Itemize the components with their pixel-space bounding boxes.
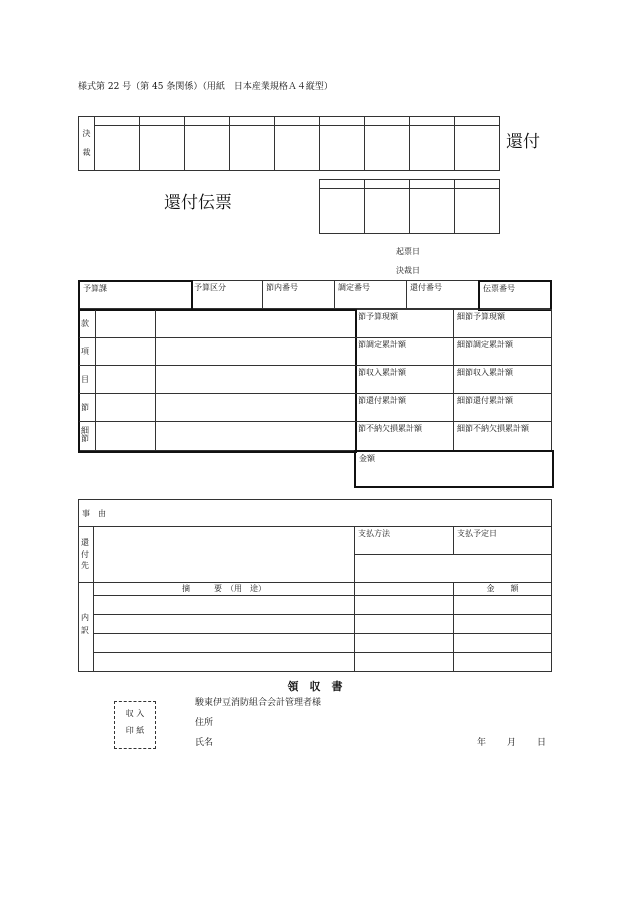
refund-number-label: 還付番号 [410,283,442,292]
subsection-deficit-total-label: 細節不納欠損累計額 [457,424,529,433]
day-label: 日 [537,738,547,748]
payee-label: 還 付 先 [81,538,89,571]
account-code-block [78,309,357,453]
slip-number-label: 伝票番号 [483,284,515,293]
kou-label: 項 [81,347,89,356]
approval-cell[interactable] [140,126,185,171]
payment-method-label: 支払方法 [358,529,390,538]
approval-cell[interactable] [320,189,365,234]
amount-label: 金額 [359,454,375,463]
decision-date-label: 決裁日 [396,266,420,275]
amount-box[interactable] [354,450,554,488]
slip-title: 還付伝票 [164,193,232,213]
approval-cell[interactable] [230,126,275,171]
budget-section-cell[interactable] [78,280,193,311]
description-header: 摘 要 （用 途） [182,584,266,593]
receipt-title: 領 収 書 [287,680,343,693]
month-label: 月 [507,738,517,748]
issue-date-label: 起票日 [396,247,420,256]
intra-section-number-label: 節内番号 [266,283,298,292]
budget-section-label: 予算課 [83,284,107,293]
section-assessment-total-label: 節調定累計額 [358,340,406,349]
approval-cell[interactable] [365,189,410,234]
approval-cell[interactable] [185,126,230,171]
approval-cell[interactable] [410,126,455,171]
section-revenue-total-label: 節収入累計額 [358,368,406,377]
receipt-addressee: 駿東伊豆消防組合会計管理者様 [195,698,322,708]
approval-cell[interactable] [410,189,455,234]
subsection-budget-label: 細節予算現額 [457,312,505,321]
approval-cell[interactable] [95,126,140,171]
form-title: 様式第 22 号（第 45 条関係）（用紙 日本産業規格Ａ４縦型） [78,82,333,92]
approval-cell[interactable] [455,126,500,171]
approval-cell[interactable] [320,126,365,171]
year-label: 年 [477,738,487,748]
section-budget-label: 節予算現額 [358,312,398,321]
approval-table [78,116,500,171]
moku-label: 目 [81,375,89,384]
saisetsu-label: 細 節 [81,426,89,444]
budget-category-label: 予算区分 [194,283,226,292]
secondary-approval-table [319,179,500,234]
amount-header: 金 額 [486,584,519,593]
setsu-label: 節 [81,403,89,412]
payment-due-date-label: 支払予定日 [457,529,497,538]
section-deficit-total-label: 節不納欠損累計額 [358,424,422,433]
refund-stamp-text: 還付 [506,132,540,152]
assessment-number-label: 調定番号 [338,283,370,292]
address-label: 住所 [195,718,214,728]
revenue-stamp-box[interactable] [114,701,156,749]
kan-label: 款 [81,319,89,328]
approval-label: 決 裁 [79,117,95,171]
approval-cell[interactable] [365,126,410,171]
reason-label: 事 由 [82,509,106,518]
approval-cell[interactable] [455,189,500,234]
subsection-refund-total-label: 細節還付累計額 [457,396,513,405]
approval-cell[interactable] [275,126,320,171]
breakdown-label: 内 訳 [81,613,89,635]
revenue-stamp-line2: 印 紙 [125,726,145,735]
revenue-stamp-line1: 収 入 [125,709,145,718]
subsection-assessment-total-label: 細節調定累計額 [457,340,513,349]
section-refund-total-label: 節還付累計額 [358,396,406,405]
name-label: 氏名 [195,738,214,748]
slip-number-cell[interactable] [478,280,552,311]
subsection-revenue-total-label: 細節収入累計額 [457,368,513,377]
